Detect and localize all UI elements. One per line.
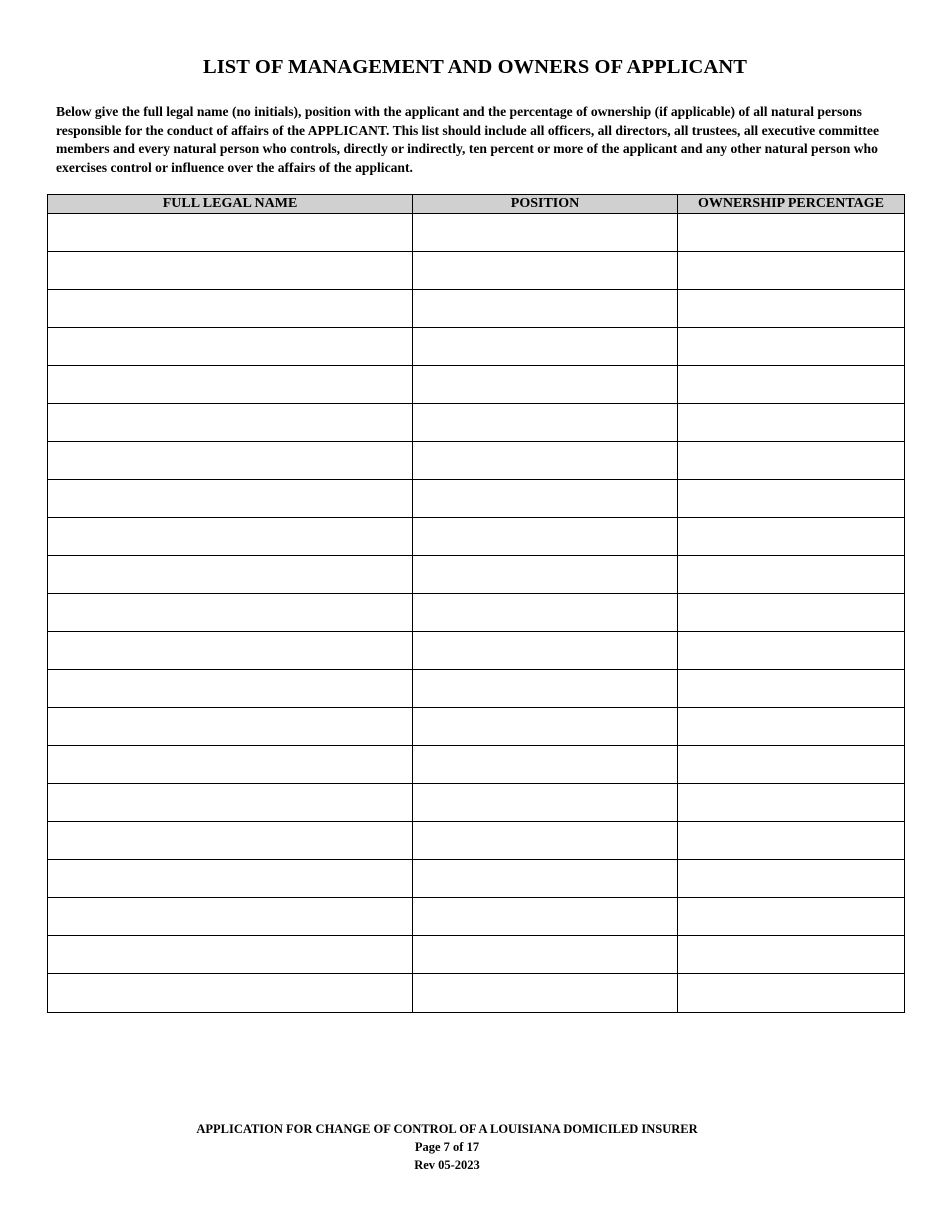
full-legal-name-cell[interactable] [48, 328, 413, 366]
full-legal-name-cell[interactable] [48, 404, 413, 442]
table-row [48, 746, 905, 784]
position-cell[interactable] [413, 290, 678, 328]
table-row [48, 404, 905, 442]
full-legal-name-cell[interactable] [48, 746, 413, 784]
full-legal-name-cell[interactable] [48, 974, 413, 1013]
ownership-percentage-cell[interactable] [678, 556, 905, 594]
column-header-ownership-percentage: OWNERSHIP PERCENTAGE [678, 195, 905, 214]
position-cell[interactable] [413, 556, 678, 594]
table-row [48, 442, 905, 480]
ownership-percentage-cell[interactable] [678, 974, 905, 1013]
footer-revision: Rev 05-2023 [414, 1158, 480, 1172]
ownership-percentage-cell[interactable] [678, 746, 905, 784]
table-row [48, 518, 905, 556]
ownership-percentage-cell[interactable] [678, 784, 905, 822]
table-row [48, 936, 905, 974]
full-legal-name-cell[interactable] [48, 670, 413, 708]
position-cell[interactable] [413, 214, 678, 252]
full-legal-name-cell[interactable] [48, 632, 413, 670]
position-cell[interactable] [413, 822, 678, 860]
table-row [48, 328, 905, 366]
full-legal-name-cell[interactable] [48, 556, 413, 594]
position-cell[interactable] [413, 632, 678, 670]
position-cell[interactable] [413, 746, 678, 784]
ownership-percentage-cell[interactable] [678, 594, 905, 632]
position-cell[interactable] [413, 708, 678, 746]
ownership-percentage-cell[interactable] [678, 214, 905, 252]
ownership-percentage-cell[interactable] [678, 860, 905, 898]
table-row [48, 290, 905, 328]
page-title: LIST OF MANAGEMENT AND OWNERS OF APPLICANT [202, 56, 748, 78]
full-legal-name-cell[interactable] [48, 480, 413, 518]
position-cell[interactable] [413, 974, 678, 1013]
table-row [48, 860, 905, 898]
ownership-percentage-cell[interactable] [678, 936, 905, 974]
ownership-percentage-cell[interactable] [678, 252, 905, 290]
footer-form-name: APPLICATION FOR CHANGE OF CONTROL OF A LOUISIANA DOMICILED INSURER [196, 1122, 698, 1136]
ownership-percentage-cell[interactable] [678, 708, 905, 746]
table-row [48, 708, 905, 746]
position-cell[interactable] [413, 936, 678, 974]
position-cell[interactable] [413, 670, 678, 708]
ownership-percentage-cell[interactable] [678, 366, 905, 404]
full-legal-name-cell[interactable] [48, 214, 413, 252]
position-cell[interactable] [413, 328, 678, 366]
table-row [48, 898, 905, 936]
footer-page-number: Page 7 of 17 [414, 1140, 480, 1154]
full-legal-name-cell[interactable] [48, 784, 413, 822]
position-cell[interactable] [413, 252, 678, 290]
table-row [48, 252, 905, 290]
table-body [48, 214, 905, 1013]
full-legal-name-cell[interactable] [48, 518, 413, 556]
table-header-row [48, 195, 905, 214]
ownership-percentage-cell[interactable] [678, 328, 905, 366]
ownership-percentage-cell[interactable] [678, 632, 905, 670]
position-cell[interactable] [413, 404, 678, 442]
ownership-percentage-cell[interactable] [678, 822, 905, 860]
table-row [48, 822, 905, 860]
ownership-percentage-cell[interactable] [678, 518, 905, 556]
table-row [48, 632, 905, 670]
column-header-full-legal-name: FULL LEGAL NAME [48, 195, 413, 214]
position-cell[interactable] [413, 366, 678, 404]
management-owners-table [47, 194, 905, 1013]
position-cell[interactable] [413, 594, 678, 632]
ownership-percentage-cell[interactable] [678, 442, 905, 480]
full-legal-name-cell[interactable] [48, 822, 413, 860]
ownership-percentage-cell[interactable] [678, 290, 905, 328]
table-row [48, 974, 905, 1013]
position-cell[interactable] [413, 898, 678, 936]
full-legal-name-cell[interactable] [48, 594, 413, 632]
table-row [48, 556, 905, 594]
table-row [48, 366, 905, 404]
full-legal-name-cell[interactable] [48, 936, 413, 974]
full-legal-name-cell[interactable] [48, 366, 413, 404]
ownership-percentage-cell[interactable] [678, 404, 905, 442]
table-row [48, 784, 905, 822]
full-legal-name-cell[interactable] [48, 442, 413, 480]
full-legal-name-cell[interactable] [48, 252, 413, 290]
full-legal-name-cell[interactable] [48, 860, 413, 898]
table-row [48, 670, 905, 708]
full-legal-name-cell[interactable] [48, 898, 413, 936]
column-header-position: POSITION [413, 195, 678, 214]
position-cell[interactable] [413, 442, 678, 480]
position-cell[interactable] [413, 784, 678, 822]
ownership-percentage-cell[interactable] [678, 898, 905, 936]
position-cell[interactable] [413, 518, 678, 556]
position-cell[interactable] [413, 860, 678, 898]
table-row [48, 214, 905, 252]
full-legal-name-cell[interactable] [48, 708, 413, 746]
table-row [48, 594, 905, 632]
ownership-percentage-cell[interactable] [678, 480, 905, 518]
full-legal-name-cell[interactable] [48, 290, 413, 328]
page-footer [0, 1120, 894, 1174]
instructions-paragraph: Below give the full legal name (no initials), position with the applicant and the percentage of ownership (if applicable) of all natural persons responsible for the conduct of affairs of the APPLICANT. This list should include all officers, all directors, all trustees, all executive committee members and every natural person who controls, directly or indirectly, ten percent or more of the applicant and any other natural person who exercises control or influence over the affairs of the applicant. [56, 104, 879, 175]
ownership-percentage-cell[interactable] [678, 670, 905, 708]
position-cell[interactable] [413, 480, 678, 518]
table-row [48, 480, 905, 518]
